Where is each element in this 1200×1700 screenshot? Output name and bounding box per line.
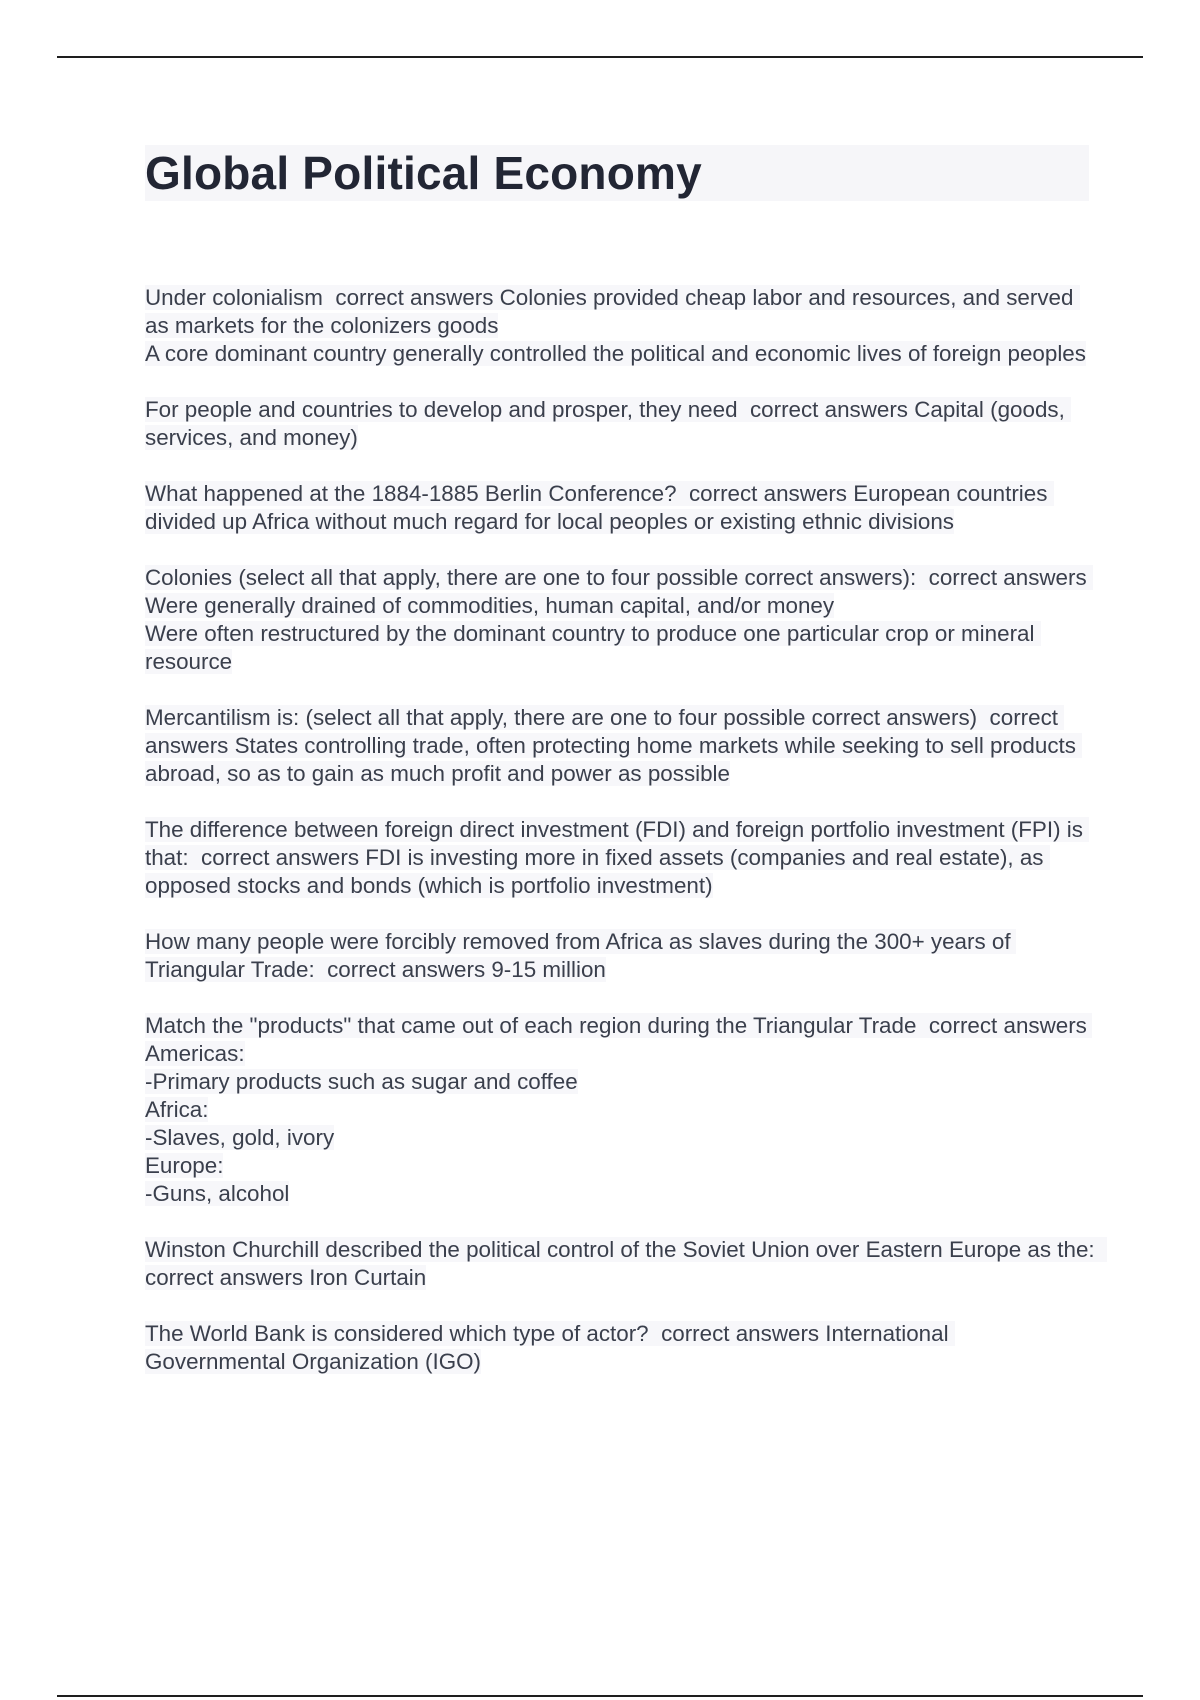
qa-item: [145, 1320, 1095, 1376]
qa-item: [145, 1236, 1108, 1292]
qa-item: [145, 480, 1095, 536]
qa-item: [145, 816, 1095, 900]
qa-line: The World Bank is considered which type of actor? correct answers International Governmental Organization (IGO): [145, 1321, 955, 1374]
qa-line: Mercantilism is: (select all that apply, there are one to four possible correct answers) correct answers States controlling trade, often protecting home markets while seeking to sell products abroad, so as to gain as much profit and power as possible: [145, 705, 1083, 786]
qa-item: [145, 396, 1095, 452]
qa-line: For people and countries to develop and prosper, they need correct answers Capital (goods, services, and money): [145, 397, 1072, 450]
bottom-rule: [57, 1695, 1143, 1697]
qa-line: -Slaves, gold, ivory: [145, 1125, 335, 1150]
qa-line: Colonies (select all that apply, there are one to four possible correct answers): correct answers Were generally drained of commodities, human capital, and/or money: [145, 565, 1093, 618]
qa-line: What happened at the 1884-1885 Berlin Conference? correct answers European countries divided up Africa without much regard for local peoples or existing ethnic divisions: [145, 481, 1054, 534]
qa-line: -Guns, alcohol: [145, 1181, 290, 1206]
top-rule: [57, 56, 1143, 58]
qa-line: A core dominant country generally controlled the political and economic lives of foreign peoples: [145, 341, 1086, 366]
qa-item: [145, 928, 1095, 984]
qa-line: How many people were forcibly removed from Africa as slaves during the 300+ years of Triangular Trade: correct answers 9-15 million: [145, 929, 1017, 982]
qa-line: Europe:: [145, 1153, 224, 1178]
qa-item: [145, 704, 1095, 788]
qa-line: Match the "products" that came out of each region during the Triangular Trade correct answers Americas:: [145, 1013, 1092, 1066]
qa-list: [145, 284, 1108, 1404]
page-title: Global Political Economy: [145, 147, 702, 199]
qa-line: The difference between foreign direct investment (FDI) and foreign portfolio investment (FPI) is that: correct answers FDI is investing more in fixed assets (companies and real estate), as opposed stocks and bonds (which is portfolio investment): [145, 817, 1090, 898]
qa-line: -Primary products such as sugar and coffee: [145, 1069, 578, 1094]
qa-line: Under colonialism correct answers Colonies provided cheap labor and resources, and served as markets for the colonizers goods: [145, 285, 1080, 338]
qa-item: [145, 1012, 1095, 1208]
qa-item: [145, 564, 1095, 676]
qa-line: Were often restructured by the dominant country to produce one particular crop or mineral resource: [145, 621, 1041, 674]
qa-item: [145, 284, 1095, 368]
qa-line: Africa:: [145, 1097, 209, 1122]
qa-line: Winston Churchill described the political control of the Soviet Union over Eastern Europe as the: correct answers Iron Curtain: [145, 1237, 1108, 1290]
